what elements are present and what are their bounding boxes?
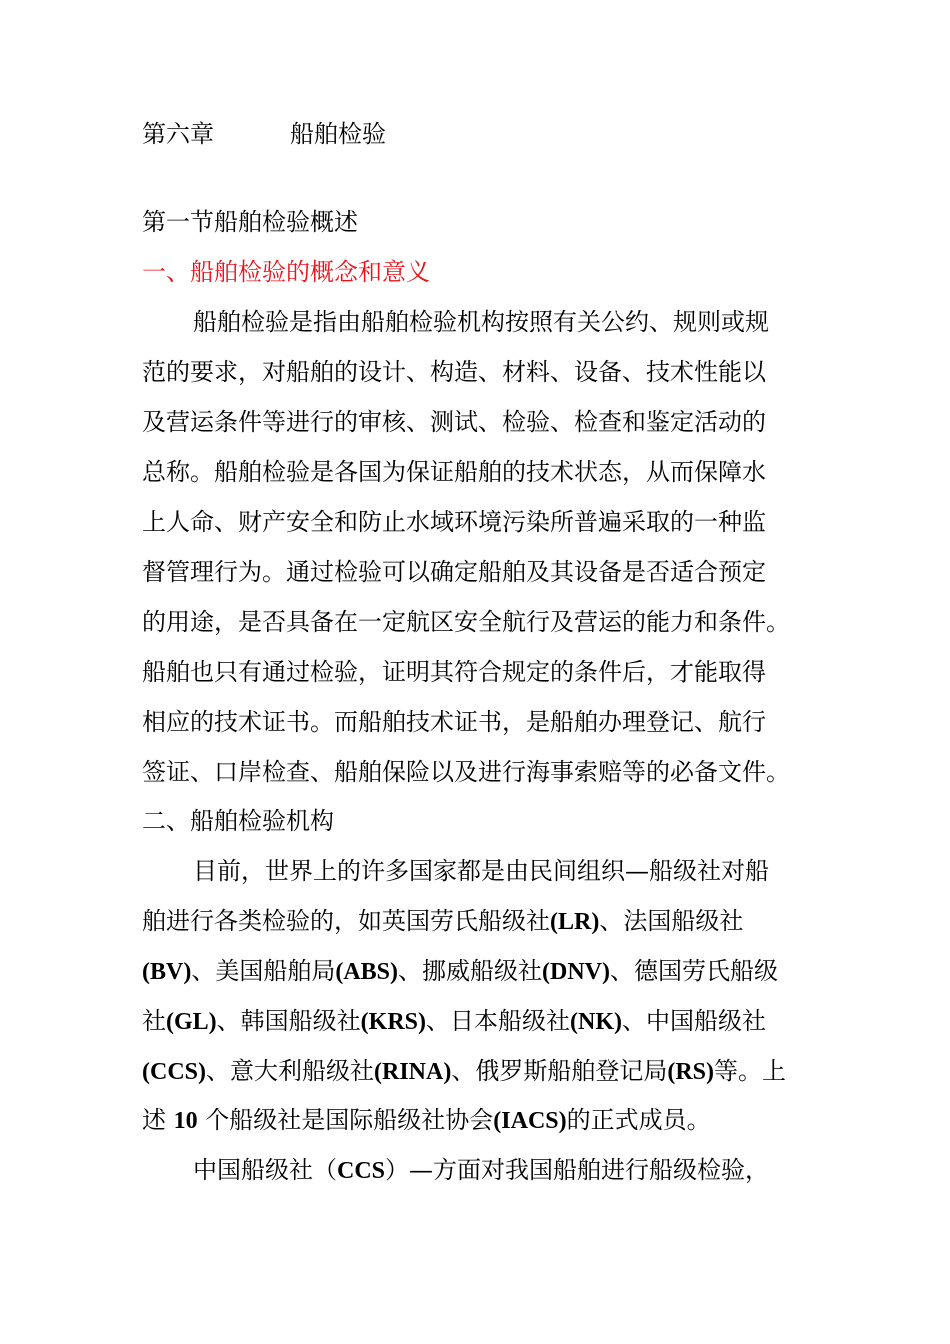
paragraph-line: 范的要求，对船舶的设计、构造、材料、设备、技术性能以 xyxy=(142,358,766,386)
paragraph-line xyxy=(142,1105,711,1136)
abbr-ccs: (CCS) xyxy=(142,1059,206,1085)
text-run: 、德国劳氏船级 xyxy=(609,957,778,985)
chapter-title: 船舶检验 xyxy=(290,120,386,148)
paragraph-line: 上人命、财产安全和防止水域环境污染所普遍采取的一种监 xyxy=(142,508,766,536)
paragraph-line: 及营运条件等进行的审核、测试、检验、检查和鉴定活动的 xyxy=(142,408,766,436)
text-run: 、挪威船级社 xyxy=(398,957,542,985)
text-run: 的正式成员。 xyxy=(566,1106,711,1134)
abbr-dnv: (DNV) xyxy=(542,959,610,985)
paragraph-line: 目前，世界上的许多国家都是由民间组织—船级社对船 xyxy=(193,857,769,885)
text-run: 、日本船级社 xyxy=(426,1007,571,1035)
text-run: 、中国船级社 xyxy=(622,1007,766,1035)
abbr-abs: (ABS) xyxy=(335,959,398,985)
text-run: 中国船级社（ xyxy=(193,1156,337,1184)
text-run: 、美国船舶局 xyxy=(191,957,336,985)
paragraph-line: 船舶也只有通过检验，证明其符合规定的条件后，才能取得 xyxy=(142,658,766,686)
text-run: 社 xyxy=(142,1007,166,1035)
abbr-iacs: (IACS) xyxy=(493,1108,567,1134)
abbr-ccs: CCS xyxy=(337,1158,386,1184)
text-run: 舶进行各类检验的，如英国劳氏船级社 xyxy=(142,907,550,935)
abbr-bv: (BV) xyxy=(142,959,192,985)
text-run: 述 xyxy=(142,1106,174,1134)
paragraph-line xyxy=(193,1155,769,1186)
paragraph-line: 总称。船舶检验是各国为保证船舶的技术状态，从而保障水 xyxy=(142,458,766,486)
abbr-krs: (KRS) xyxy=(360,1009,427,1035)
paragraph-line: 相应的技术证书。而船舶技术证书，是船舶办理登记、航行 xyxy=(142,708,766,736)
text-run: 等。上 xyxy=(714,1057,786,1085)
paragraph-line: 签证、口岸检查、船舶保险以及进行海事索赔等的必备文件。 xyxy=(142,758,790,786)
text-run: 个船级社是国际船级社协会 xyxy=(197,1106,494,1134)
paragraph-line: 船舶检验是指由船舶检验机构按照有关公约、规则或规 xyxy=(193,308,769,336)
abbr-gl: (GL) xyxy=(166,1009,217,1035)
paragraph-line xyxy=(142,956,778,987)
abbr-rs: (RS) xyxy=(667,1059,714,1085)
paragraph-line xyxy=(142,1006,766,1037)
text-run: 、俄罗斯船舶登记局 xyxy=(451,1057,668,1085)
text-run: 、法国船级社 xyxy=(599,907,744,935)
paragraph-line xyxy=(142,906,743,937)
paragraph-line: 的用途，是否具备在一定航区安全航行及营运的能力和条件。 xyxy=(142,608,790,636)
text-run: 、韩国船级社 xyxy=(216,1007,361,1035)
chapter-heading xyxy=(142,119,386,149)
abbr-nk: (NK) xyxy=(570,1009,622,1035)
section-heading: 第一节船舶检验概述 xyxy=(142,208,358,236)
abbr-rina: (RINA) xyxy=(374,1059,452,1085)
subsection-heading-2: 二、船舶检验机构 xyxy=(142,807,334,835)
count-number: 10 xyxy=(173,1108,198,1134)
text-run: ）—方面对我国船舶进行船级检验， xyxy=(385,1156,770,1184)
text-run: 、意大利船级社 xyxy=(206,1057,374,1085)
abbr-lr: (LR) xyxy=(550,909,600,935)
chapter-number: 第六章 xyxy=(142,120,214,148)
paragraph-line: 督管理行为。通过检验可以确定船舶及其设备是否适合预定 xyxy=(142,558,766,586)
subsection-heading-1: 一、船舶检验的概念和意义 xyxy=(142,258,430,286)
paragraph-line xyxy=(142,1056,786,1087)
